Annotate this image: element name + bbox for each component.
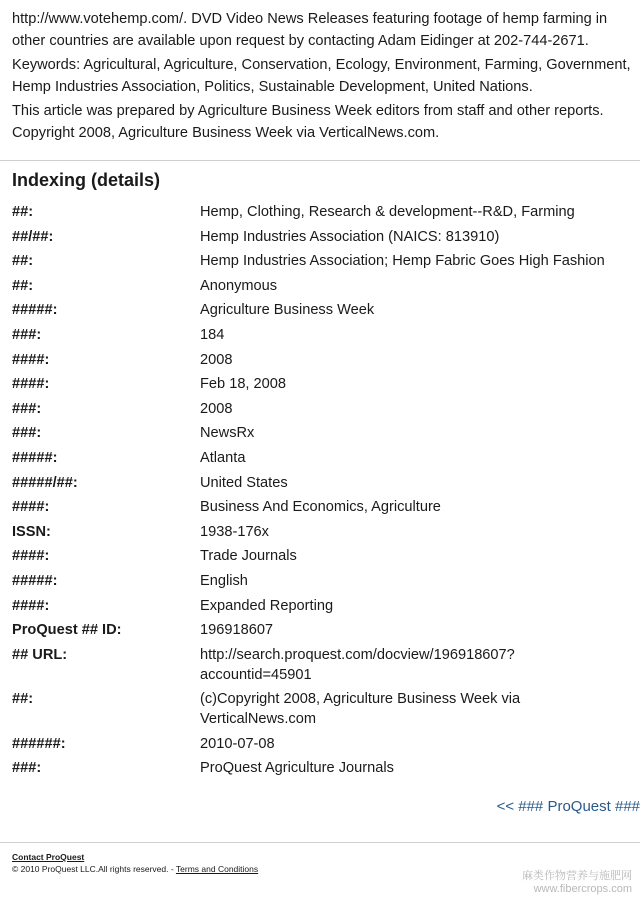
index-row-label: ###:	[12, 425, 42, 442]
index-row-value: Atlanta	[200, 449, 246, 466]
index-row-label: ###:	[12, 400, 42, 417]
index-row-value: Hemp Industries Association; Hemp Fabric Goes High Fashion	[200, 253, 605, 270]
index-row-label: ####:	[12, 597, 50, 614]
indexing-heading: Indexing (details)	[12, 170, 161, 190]
index-row-label: ##/##:	[12, 228, 54, 245]
footer	[12, 851, 258, 875]
index-row-label: #####:	[12, 572, 58, 589]
index-row	[12, 276, 632, 296]
index-row-value: (c)Copyright 2008, Agriculture Business Week via VerticalNews.com	[200, 691, 521, 728]
index-row-value: Anonymous	[200, 277, 278, 294]
index-row	[12, 596, 632, 616]
index-row	[12, 374, 632, 394]
index-row-label: ####:	[12, 376, 50, 393]
terms-link[interactable]: Terms and Conditions	[175, 864, 259, 874]
index-row-value: Expanded Reporting	[200, 597, 334, 614]
back-to-proquest-link[interactable]: << ### ProQuest ###	[496, 798, 640, 815]
index-row-value: 196918607	[200, 622, 274, 639]
article-paragraph-keywords: Keywords: Agricultural, Agriculture, Conservation, Ecology, Environment, Farming, Government, Hemp Industries Association, Politics, Sustainable Development, United Nations.	[12, 57, 631, 95]
index-row-value: Hemp Industries Association (NAICS: 813910)	[200, 228, 500, 245]
copyright-line	[12, 863, 258, 875]
index-row-label: ####:	[12, 499, 50, 516]
index-row-label: ProQuest ## ID:	[12, 622, 122, 639]
index-row	[12, 571, 632, 591]
index-row-value: Feb 18, 2008	[200, 376, 287, 393]
article-text	[12, 8, 632, 144]
index-row	[12, 645, 632, 685]
index-row-value: 1938-176x	[200, 523, 269, 540]
article-paragraph-copyright: This article was prepared by Agriculture Business Week editors from staff and other reports. Copyright 2008, Agriculture Business Week via VerticalNews.com.	[12, 103, 604, 141]
index-row	[12, 350, 632, 370]
index-row-value: 2008	[200, 400, 233, 417]
index-row-label: #####/##:	[12, 474, 78, 491]
copyright-text: © 2010 ProQuest LLC.All rights reserved. -	[12, 864, 176, 874]
index-row-value: 2010-07-08	[200, 735, 275, 752]
index-row-label: ISSN:	[12, 523, 51, 540]
index-row-value: Agriculture Business Week	[200, 302, 375, 319]
index-row	[12, 620, 632, 640]
index-row	[12, 325, 632, 345]
contact-proquest-link[interactable]: Contact ProQuest	[12, 852, 85, 862]
index-row-value: ProQuest Agriculture Journals	[200, 760, 394, 777]
index-row-value: Trade Journals	[200, 548, 297, 565]
index-row	[12, 251, 632, 271]
index-row-label: ###:	[12, 760, 42, 777]
indexing-table	[12, 202, 632, 783]
index-row	[12, 734, 632, 754]
index-row-value: 2008	[200, 351, 233, 368]
index-row-label: ##:	[12, 691, 34, 708]
footer-divider	[0, 842, 640, 843]
index-row	[12, 546, 632, 566]
index-row-label: ##:	[12, 277, 34, 294]
article-paragraph-contact: http://www.votehemp.com/. DVD Video News Releases featuring footage of hemp farming in other countries are available upon request by contacting Adam Eidinger at 202-744-2671.	[12, 11, 608, 49]
index-row-value: Business And Economics, Agriculture	[200, 499, 441, 516]
index-row-label: ####:	[12, 548, 50, 565]
index-row	[12, 202, 632, 222]
index-row-label: ##:	[12, 204, 34, 220]
index-row-value: Hemp, Clothing, Research & development--R&D, Farming	[200, 204, 575, 220]
index-row-label: ####:	[12, 351, 50, 368]
index-row	[12, 399, 632, 419]
index-row-label: ######:	[12, 735, 66, 752]
index-row	[12, 689, 632, 729]
index-row-value: United States	[200, 474, 288, 491]
index-row-value: 184	[200, 326, 225, 343]
index-row	[12, 522, 632, 542]
index-row-value: http://search.proquest.com/docview/196918607? accountid=45901	[200, 646, 515, 683]
index-row	[12, 300, 632, 320]
index-row	[12, 227, 632, 247]
index-row	[12, 448, 632, 468]
watermark-site-name: 麻类作物营养与施肥网	[522, 870, 632, 882]
index-row-label: ## URL:	[12, 646, 68, 663]
index-row-label: ##:	[12, 253, 34, 270]
index-row	[12, 497, 632, 517]
section-divider-top	[0, 160, 640, 161]
index-row-value: NewsRx	[200, 425, 255, 442]
index-row-label: #####:	[12, 302, 58, 319]
index-row	[12, 758, 632, 778]
watermark	[522, 870, 632, 896]
index-row-label: #####:	[12, 449, 58, 466]
index-row	[12, 473, 632, 493]
index-row	[12, 423, 632, 443]
watermark-url: www.fibercrops.com	[533, 883, 632, 895]
index-row-value: English	[200, 572, 248, 589]
index-row-label: ###:	[12, 326, 42, 343]
